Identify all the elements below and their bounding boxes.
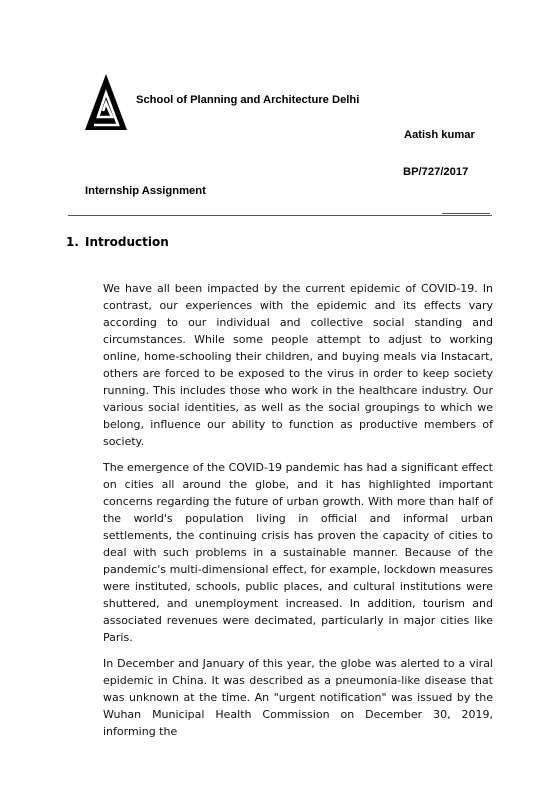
paragraph: The emergence of the COVID-19 pandemic has had a significant effect on cities all around the globe, and it has highlighted important concerns regarding the future of urban growth. With more than half of the world's population living in official and informal urban settlements, the continuing crisis has proven the capacity of cities to deal with such problems in a sustainable manner. Because of the pandemic's multi-dimensional effect, for example, lockdown measures were instituted, schools, public places, and cultural institutions were shuttered, and unemployment increased. In addition, tourism and associated revenues were decimated, particularly in major cities like Paris.: [103, 461, 493, 644]
paragraph: We have all been impacted by the current epidemic of COVID-19. In contrast, our experiences with the epidemic and its effects vary according to our individual and collective social standing and circumstances. While some people attempt to adjust to working online, home-schooling their children, and buying meals via Instacart, others are forced to be exposed to the virus in order to keep society running. This includes those who work in the healthcare industry. Our various social identities, as well as the social groupings to which we belong, influence our ability to function as productive members of society.: [103, 282, 493, 448]
body-text: [103, 280, 493, 749]
header-divider-accent: [442, 213, 490, 214]
institution-name: School of Planning and Architecture Delhi: [136, 94, 360, 106]
header-divider: [68, 215, 492, 216]
section-number: 1.: [66, 235, 79, 249]
document-type: Internship Assignment: [85, 185, 206, 197]
roll-number: BP/727/2017: [403, 166, 469, 178]
section-heading: [66, 235, 169, 249]
section-title: Introduction: [85, 235, 169, 249]
author-name: Aatish kumar: [404, 129, 475, 141]
paragraph: In December and January of this year, the globe was alerted to a viral epidemic in China. It was described as a pneumonia-like disease that was unknown at the time. An "urgent notification" was issued by the Wuhan Municipal Health Commission on December 30, 2019, informing the: [103, 657, 493, 738]
institution-logo-icon: [84, 73, 128, 131]
